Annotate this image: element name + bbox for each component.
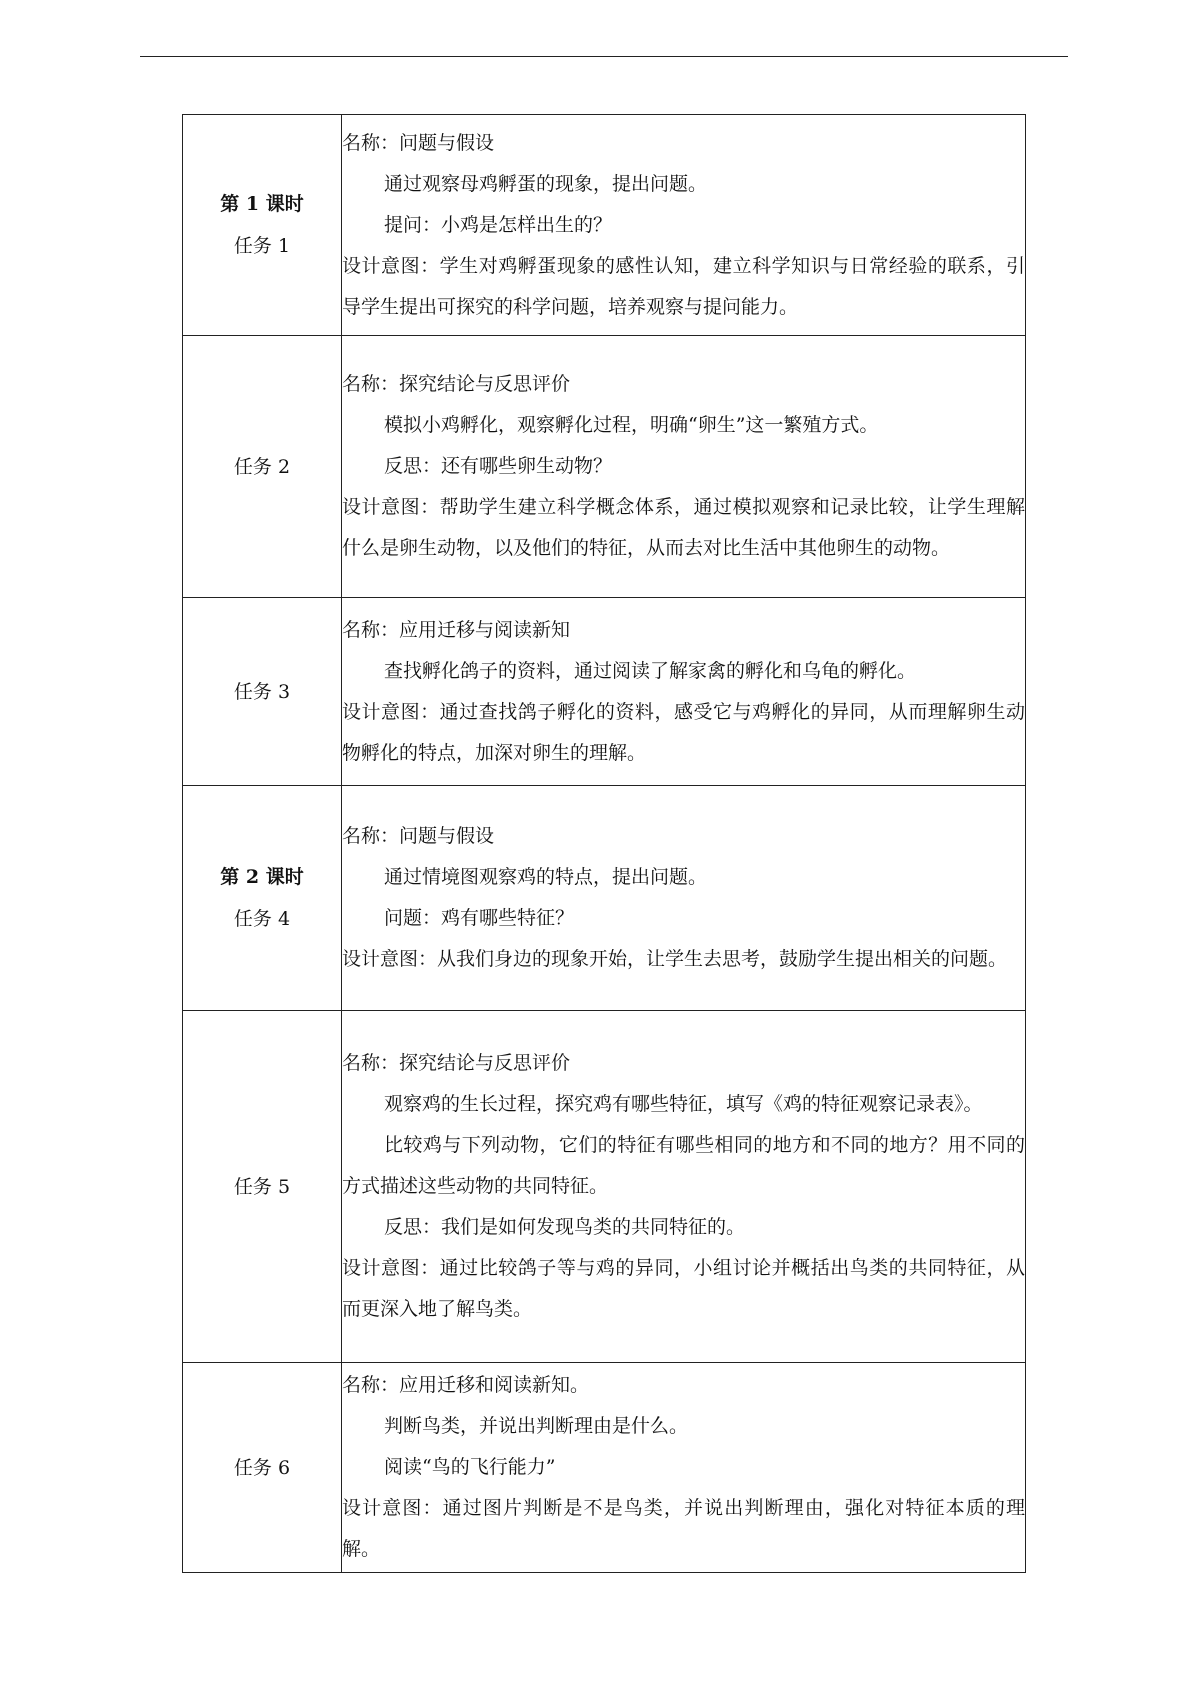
task-paragraph: 判断鸟类，并说出判断理由是什么。 <box>384 1415 689 1437</box>
task-label: 任务 4 <box>233 908 291 930</box>
table-row <box>183 336 1026 598</box>
task-name: 名称：应用迁移和阅读新知。 <box>342 1374 590 1396</box>
design-intent: 设计意图：通过图片判断是不是鸟类，并说出判断理由，强化对特征本质的理解。 <box>342 1497 1025 1560</box>
task-name: 名称：问题与假设 <box>342 131 495 154</box>
row-content-cell <box>342 115 1026 336</box>
table-row <box>183 1363 1026 1573</box>
row-content-cell <box>342 1363 1026 1573</box>
task-name: 名称：探究结论与反思评价 <box>342 373 571 395</box>
row-label-cell <box>183 336 342 598</box>
task-paragraph: 模拟小鸡孵化，观察孵化过程，明确“卵生”这一繁殖方式。 <box>384 414 879 436</box>
task-paragraph: 阅读“鸟的飞行能力” <box>384 1456 556 1478</box>
row-content-cell <box>342 786 1026 1011</box>
lesson-period-label: 第 2 课时 <box>220 866 304 888</box>
task-label: 任务 6 <box>233 1456 291 1479</box>
task-name: 名称：探究结论与反思评价 <box>342 1052 571 1074</box>
task-paragraph: 查找孵化鸽子的资料，通过阅读了解家禽的孵化和乌龟的孵化。 <box>384 659 917 682</box>
task-paragraph: 通过观察母鸡孵蛋的现象，提出问题。 <box>384 172 708 195</box>
row-content-cell <box>342 598 1026 786</box>
table-row <box>183 786 1026 1011</box>
task-paragraph: 反思：我们是如何发现鸟类的共同特征的。 <box>384 1216 746 1238</box>
task-paragraph: 提问：小鸡是怎样出生的？ <box>384 213 613 236</box>
task-paragraph: 观察鸡的生长过程，探究鸡有哪些特征，填写《鸡的特征观察记录表》。 <box>384 1093 983 1115</box>
task-name: 名称：问题与假设 <box>342 825 495 847</box>
design-intent: 设计意图：通过查找鸽子孵化的资料，感受它与鸡孵化的异同，从而理解卵生动物孵化的特点，加深对卵生的理解。 <box>342 700 1025 764</box>
table-row <box>183 598 1026 786</box>
row-label-cell <box>183 1011 342 1363</box>
design-intent: 设计意图：学生对鸡孵蛋现象的感性认知，建立科学知识与日常经验的联系，引导学生提出可探究的科学问题，培养观察与提问能力。 <box>342 254 1025 318</box>
lesson-plan-table <box>182 114 1026 1573</box>
row-label-cell <box>183 598 342 786</box>
task-name: 名称：应用迁移与阅读新知 <box>342 618 571 641</box>
task-label: 任务 2 <box>233 455 291 478</box>
row-content-cell <box>342 336 1026 598</box>
row-label-cell <box>183 786 342 1011</box>
row-label-cell <box>183 1363 342 1573</box>
table-row <box>183 115 1026 336</box>
task-paragraph: 比较鸡与下列动物，它们的特征有哪些相同的地方和不同的地方？用不同的方式描述这些动物的共同特征。 <box>342 1134 1025 1197</box>
task-paragraph: 问题：鸡有哪些特征？ <box>384 907 575 929</box>
task-label: 任务 5 <box>233 1175 291 1198</box>
task-label: 任务 3 <box>233 680 291 703</box>
table-row <box>183 1011 1026 1363</box>
row-label-cell <box>183 115 342 336</box>
row-content-cell <box>342 1011 1026 1363</box>
task-label: 任务 1 <box>233 235 291 257</box>
header-rule <box>140 56 1068 57</box>
task-paragraph: 通过情境图观察鸡的特点，提出问题。 <box>384 866 708 888</box>
design-intent: 设计意图：帮助学生建立科学概念体系，通过模拟观察和记录比较，让学生理解什么是卵生动物，以及他们的特征，从而去对比生活中其他卵生的动物。 <box>342 496 1025 559</box>
lesson-period-label: 第 1 课时 <box>220 193 304 215</box>
task-paragraph: 反思：还有哪些卵生动物？ <box>384 455 613 477</box>
design-intent: 设计意图：从我们身边的现象开始，让学生去思考，鼓励学生提出相关的问题。 <box>342 948 1008 970</box>
design-intent: 设计意图：通过比较鸽子等与鸡的异同，小组讨论并概括出鸟类的共同特征，从而更深入地了解鸟类。 <box>342 1257 1025 1320</box>
